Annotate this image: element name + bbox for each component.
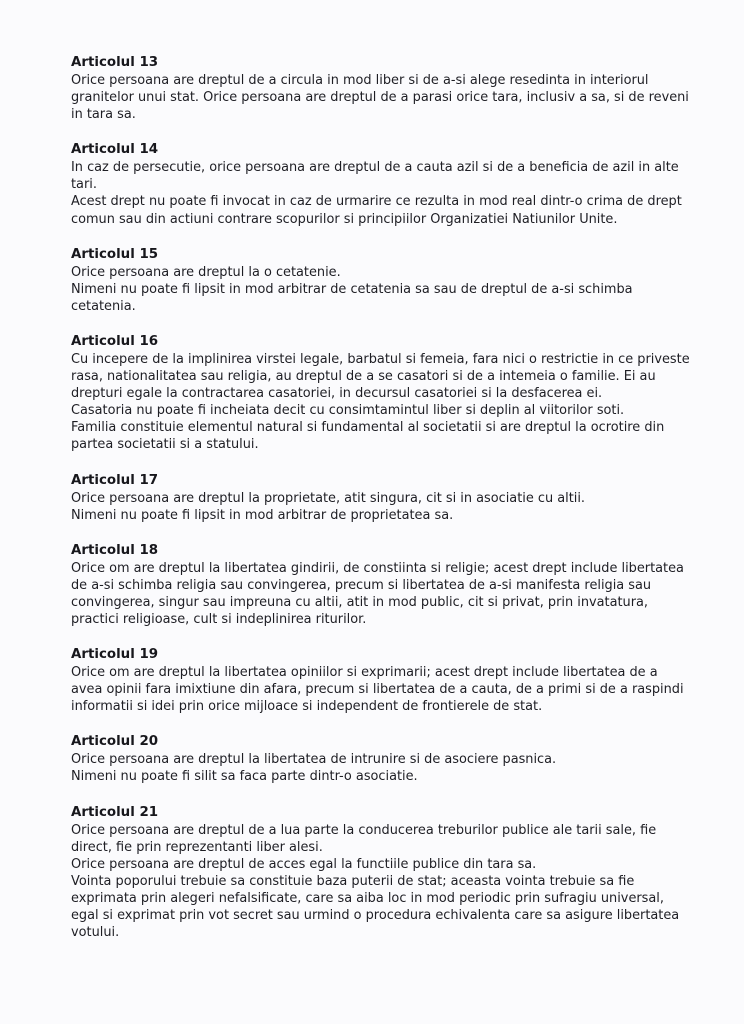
article-paragraph: Orice persoana are dreptul de a circula in mod liber si de a-si alege resedinta in interiorul granitelor unui stat. Orice persoana are dreptul de a parasi orice tara, inclusiv a sa, si de reveni in tara sa.: [71, 73, 689, 123]
article-19: [71, 646, 691, 715]
article-paragraph: Cu incepere de la implinirea virstei legale, barbatul si femeia, fara nici o restrictie in ce priveste rasa, nationalitatea sau religia, au dreptul de a se casatori si de a intemeia o familie. Ei au drepturi egale la contractarea casatoriei, in decursul casatoriei si la desfacerea ei.: [71, 351, 690, 402]
article-title: Articolul 19: [71, 647, 159, 663]
article-paragraph: Orice om are dreptul la libertatea opiniilor si exprimarii; acest drept include libertatea de a avea opinii fara imixtiune din afara, precum si libertatea de a cauta, de a primi si de a raspindi informatii si idei prin orice mijloace si independent de frontierele de stat.: [71, 665, 684, 715]
article-title: Articolul 14: [71, 142, 159, 158]
article-title: Articolul 13: [71, 55, 159, 70]
article-paragraph: Orice persoana are dreptul la libertatea de intrunire si de asociere pasnica.: [71, 752, 557, 768]
article-paragraph: Familia constituie elementul natural si fundamental al societatii si are dreptul la ocrotire din partea societatii si a statului.: [71, 420, 665, 453]
article-paragraph: Casatoria nu poate fi incheiata decit cu consimtamintul liber si deplin al viitorilor soti.: [71, 403, 625, 419]
article-paragraph: Acest drept nu poate fi invocat in caz de urmarire ce rezulta in mod real dintr-o crima de drept comun sau din actiuni contrare scopurilor si principiilor Organizatiei Natiunilor Unite.: [71, 194, 682, 227]
article-title: Articolul 16: [71, 333, 159, 349]
article-13: [71, 54, 691, 123]
article-paragraph: Vointa poporului trebuie sa constituie baza puterii de stat; aceasta vointa trebuie sa fie exprimata prin alegeri nefalsificate, care sa aiba loc in mod periodic prin sufragiu universal, egal si exprimat prin vot secret sau urmind o procedura echivalenta care sa asigure libertatea votului.: [71, 873, 680, 941]
article-17: [71, 472, 691, 524]
article-20: [71, 733, 691, 785]
article-title: Articolul 15: [71, 246, 159, 262]
article-paragraph: In caz de persecutie, orice persoana are dreptul de a cauta azil si de a beneficia de azil in alte tari.: [71, 160, 679, 193]
article-14: [71, 141, 691, 227]
document-page: [71, 54, 691, 959]
article-title: Articolul 21: [71, 804, 159, 820]
article-title: Articolul 18: [71, 542, 159, 558]
article-paragraph: Orice om are dreptul la libertatea gindirii, de constiinta si religie; acest drept include libertatea de a-si schimba religia sau convingerea, precum si libertatea de a-si manifesta religia sau convingerea, singur sau impreuna cu altii, atit in mod public, cit si privat, prin invatatura, practici religioase, cult si indeplinirea riturilor.: [71, 560, 684, 627]
article-paragraph: Orice persoana are dreptul de a lua parte la conducerea treburilor publice ale tarii sale, fie direct, fie prin reprezentanti liber alesi.: [71, 822, 657, 855]
article-paragraph: Nimeni nu poate fi silit sa faca parte dintr-o asociatie.: [71, 769, 418, 785]
article-paragraph: Orice persoana are dreptul la proprietate, atit singura, cit si in asociatie cu altii.: [71, 490, 586, 506]
article-paragraph: Orice persoana are dreptul la o cetatenie.: [71, 264, 341, 280]
article-title: Articolul 20: [71, 734, 159, 750]
article-21: [71, 804, 691, 942]
article-16: [71, 333, 691, 454]
article-18: [71, 542, 691, 628]
article-title: Articolul 17: [71, 472, 159, 488]
article-paragraph: Orice persoana are dreptul de acces egal la functiile publice din tara sa.: [71, 856, 537, 872]
article-15: [71, 246, 691, 315]
article-paragraph: Nimeni nu poate fi lipsit in mod arbitrar de cetatenia sa sau de dreptul de a-si schimba cetatenia.: [71, 281, 633, 314]
article-paragraph: Nimeni nu poate fi lipsit in mod arbitrar de proprietatea sa.: [71, 507, 454, 523]
